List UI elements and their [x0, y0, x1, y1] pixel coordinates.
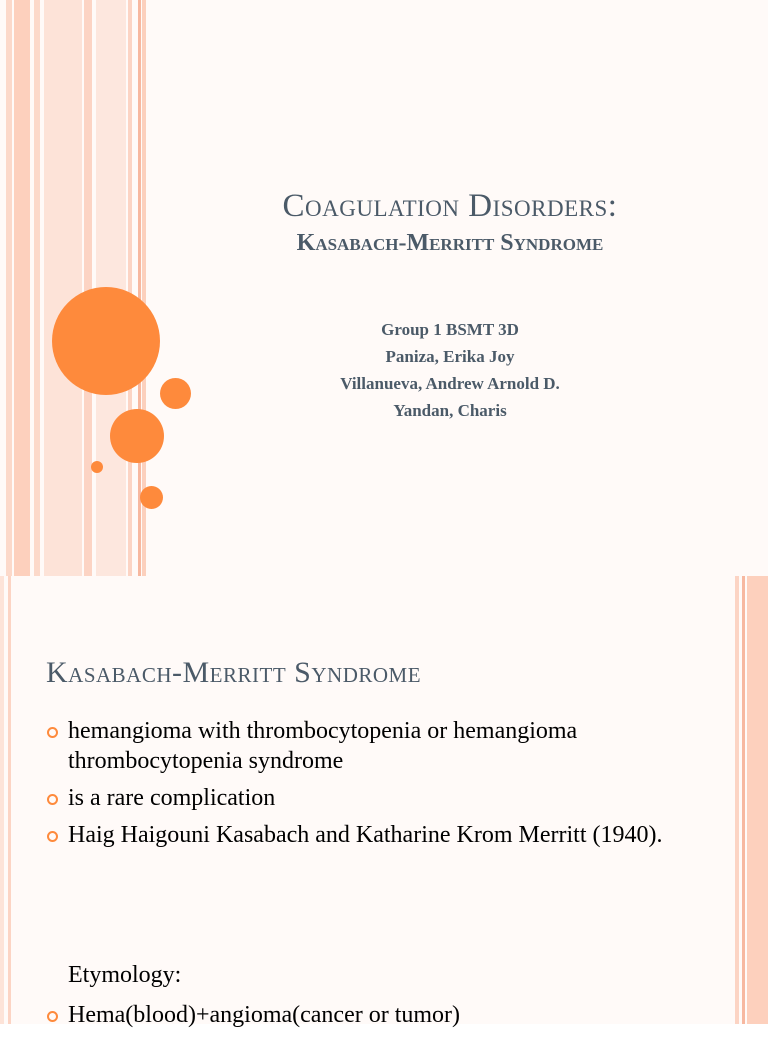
decorative-stripe	[44, 0, 82, 576]
list-item	[46, 716, 706, 776]
author-list	[140, 316, 760, 424]
list-item-text: hemangioma with thrombocytopenia or hemangioma thrombocytopenia syndrome	[68, 718, 578, 774]
bullet-list	[46, 716, 706, 857]
decorative-stripe	[8, 576, 11, 1024]
author-line: Paniza, Erika Joy	[385, 347, 515, 366]
decorative-stripe	[6, 0, 12, 576]
list-item-text: Haig Haigouni Kasabach and Katharine Krom Merritt (1940).	[68, 822, 663, 848]
list-item	[46, 783, 706, 813]
slide-title: Kasabach-Merritt Syndrome	[46, 656, 422, 689]
bullet-icon	[47, 831, 58, 842]
bullet-icon	[47, 727, 58, 738]
etymology-label: Etymology:	[68, 962, 182, 988]
decorative-stripe	[138, 0, 141, 576]
slide-title: Coagulation Disorders:	[282, 188, 618, 224]
decorative-stripe	[747, 576, 768, 1024]
orange-circle	[140, 486, 163, 509]
author-line: Group 1 BSMT 3D	[381, 320, 519, 339]
decorative-stripe	[14, 0, 30, 576]
list-item-text: Hema(blood)+angioma(cancer or tumor)	[68, 1002, 461, 1028]
slide-subtitle: Kasabach-Merritt Syndrome	[296, 230, 604, 256]
author-line: Yandan, Charis	[393, 401, 507, 420]
bullet-icon	[47, 794, 58, 805]
author-line: Villanueva, Andrew Arnold D.	[340, 374, 560, 393]
decorative-stripe	[0, 576, 4, 1024]
bullet-icon	[47, 1011, 58, 1022]
orange-circle	[91, 461, 103, 473]
decorative-stripe	[128, 0, 132, 576]
list-item	[46, 820, 706, 850]
list-item	[46, 1000, 706, 1030]
etymology-list	[46, 1000, 706, 1037]
list-item-text: is a rare complication	[68, 785, 276, 811]
decorative-stripe	[742, 576, 745, 1024]
decorative-stripe	[34, 0, 40, 576]
decorative-stripe	[735, 576, 739, 1024]
